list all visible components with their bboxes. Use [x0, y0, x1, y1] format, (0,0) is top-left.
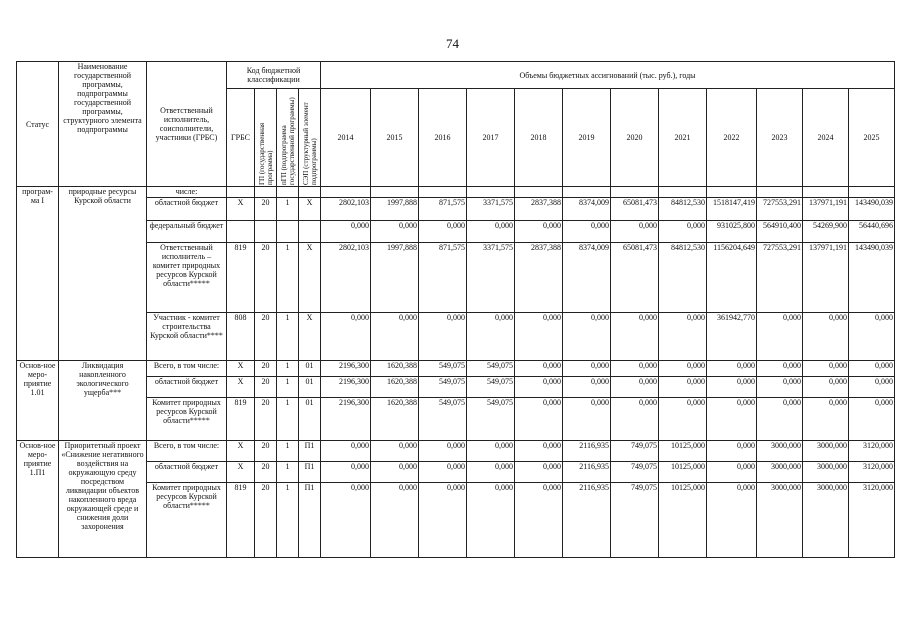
header-status: Статус	[17, 62, 59, 187]
value-cell: 0,000	[563, 361, 611, 377]
value-cell: 0,000	[563, 313, 611, 361]
value-cell	[371, 187, 419, 198]
value-cell: 2116,935	[563, 462, 611, 483]
value-cell: 0,000	[321, 483, 371, 558]
value-cell: 0,000	[757, 313, 803, 361]
table-row	[17, 361, 895, 377]
value-cell: 3000,000	[757, 483, 803, 558]
value-cell	[419, 187, 467, 198]
value-cell: 0,000	[803, 361, 849, 377]
gp-cell	[255, 221, 277, 243]
responsible-cell: Комитет природных ресурсов Курской области*****	[147, 398, 227, 441]
value-cell: 0,000	[419, 221, 467, 243]
value-cell: 727553,291	[757, 198, 803, 221]
value-cell: 3000,000	[803, 462, 849, 483]
sep-cell: X	[299, 243, 321, 313]
pgp-cell: 1	[277, 361, 299, 377]
responsible-cell: Всего, в том числе:	[147, 441, 227, 462]
value-cell: 137971,191	[803, 243, 849, 313]
value-cell: 931025,800	[707, 221, 757, 243]
header-name: Наименование государственной программы, подпрограммы государственной программы, структурного элемента подпрограммы	[59, 62, 147, 187]
value-cell: 361942,770	[707, 313, 757, 361]
sep-cell: 01	[299, 377, 321, 398]
value-cell: 0,000	[371, 313, 419, 361]
value-cell: 0,000	[849, 398, 895, 441]
grbs-cell: 819	[227, 483, 255, 558]
value-cell: 0,000	[707, 462, 757, 483]
value-cell: 871,575	[419, 243, 467, 313]
value-cell: 0,000	[563, 221, 611, 243]
value-cell: 549,075	[467, 398, 515, 441]
value-cell: 549,075	[419, 377, 467, 398]
header-year: 2017	[467, 89, 515, 187]
value-cell: 2116,935	[563, 441, 611, 462]
value-cell: 3000,000	[803, 483, 849, 558]
value-cell: 0,000	[707, 441, 757, 462]
value-cell: 3120,000	[849, 462, 895, 483]
value-cell: 0,000	[515, 441, 563, 462]
value-cell: 549,075	[467, 377, 515, 398]
value-cell: 65081,473	[611, 198, 659, 221]
gp-cell: 20	[255, 398, 277, 441]
value-cell: 54269,900	[803, 221, 849, 243]
value-cell: 0,000	[659, 377, 707, 398]
value-cell: 0,000	[467, 221, 515, 243]
value-cell: 0,000	[515, 221, 563, 243]
responsible-cell: Всего, в том числе:	[147, 361, 227, 377]
value-cell: 10125,000	[659, 462, 707, 483]
table-row	[17, 483, 895, 558]
responsible-cell: областной бюджет	[147, 198, 227, 221]
grbs-cell: X	[227, 198, 255, 221]
value-cell: 0,000	[563, 377, 611, 398]
sep-cell: 01	[299, 398, 321, 441]
value-cell: 0,000	[419, 313, 467, 361]
header-grbs: ГРБС	[227, 89, 255, 187]
table-row	[17, 198, 895, 221]
grbs-cell: X	[227, 361, 255, 377]
gp-cell: 20	[255, 441, 277, 462]
value-cell: 143490,039	[849, 198, 895, 221]
value-cell: 0,000	[467, 462, 515, 483]
responsible-cell: числе:	[147, 187, 227, 198]
value-cell: 0,000	[515, 462, 563, 483]
header-year: 2022	[707, 89, 757, 187]
header-year: 2016	[419, 89, 467, 187]
responsible-cell: Комитет природных ресурсов Курской области*****	[147, 483, 227, 558]
grbs-cell	[227, 187, 255, 198]
value-cell: 84812,530	[659, 198, 707, 221]
value-cell: 2837,388	[515, 198, 563, 221]
value-cell: 1518147,419	[707, 198, 757, 221]
header-volumes: Объемы бюджетных ассигнований (тыс. руб.), годы	[321, 62, 895, 89]
value-cell: 0,000	[757, 361, 803, 377]
value-cell: 0,000	[757, 398, 803, 441]
value-cell: 1620,388	[371, 361, 419, 377]
table-row	[17, 377, 895, 398]
grbs-cell: X	[227, 377, 255, 398]
value-cell: 2116,935	[563, 483, 611, 558]
table-row	[17, 313, 895, 361]
pgp-cell	[277, 221, 299, 243]
header-pgp: пГП (подпрограмма государственной программы)	[279, 97, 296, 185]
value-cell: 0,000	[611, 221, 659, 243]
sep-cell	[299, 187, 321, 198]
value-cell: 65081,473	[611, 243, 659, 313]
value-cell: 0,000	[611, 361, 659, 377]
table-row	[17, 398, 895, 441]
value-cell: 727553,291	[757, 243, 803, 313]
value-cell: 3371,575	[467, 198, 515, 221]
responsible-cell: Ответственный исполнитель – комитет природных ресурсов Курской области*****	[147, 243, 227, 313]
gp-cell	[255, 187, 277, 198]
header-sep: СЭП (структурный элемент подпрограммы)	[301, 102, 318, 185]
status-cell: програм-ма I	[17, 187, 59, 361]
value-cell: 0,000	[371, 483, 419, 558]
value-cell	[563, 187, 611, 198]
value-cell: 3371,575	[467, 243, 515, 313]
value-cell	[757, 187, 803, 198]
grbs-cell: X	[227, 441, 255, 462]
value-cell: 749,075	[611, 441, 659, 462]
gp-cell: 20	[255, 483, 277, 558]
responsible-cell: федеральный бюджет	[147, 221, 227, 243]
program-name-cell: Приоритетный проект «Снижение негативного воздействия на окружающую среду посредством ликвидации объектов накопленного вреда окружающей среде и снижения доли захоронения	[59, 441, 147, 558]
sep-cell: X	[299, 198, 321, 221]
header-gp: ГП (государственная программа)	[257, 122, 274, 185]
value-cell: 0,000	[803, 377, 849, 398]
value-cell	[515, 187, 563, 198]
value-cell: 0,000	[419, 483, 467, 558]
value-cell: 0,000	[321, 441, 371, 462]
gp-cell: 20	[255, 377, 277, 398]
value-cell: 0,000	[707, 398, 757, 441]
value-cell: 0,000	[467, 483, 515, 558]
program-name-cell: Ликвидация накопленного экологического ущерба***	[59, 361, 147, 441]
value-cell: 0,000	[467, 441, 515, 462]
header-year: 2014	[321, 89, 371, 187]
value-cell	[611, 187, 659, 198]
value-cell: 0,000	[371, 441, 419, 462]
value-cell: 8374,009	[563, 198, 611, 221]
value-cell: 0,000	[659, 361, 707, 377]
gp-cell: 20	[255, 361, 277, 377]
value-cell: 0,000	[849, 361, 895, 377]
pgp-cell: 1	[277, 483, 299, 558]
pgp-cell: 1	[277, 313, 299, 361]
table-row	[17, 441, 895, 462]
value-cell: 0,000	[515, 398, 563, 441]
grbs-cell: 819	[227, 243, 255, 313]
value-cell: 0,000	[321, 221, 371, 243]
value-cell: 1156204,649	[707, 243, 757, 313]
value-cell: 0,000	[321, 313, 371, 361]
value-cell: 2802,103	[321, 243, 371, 313]
value-cell: 0,000	[849, 313, 895, 361]
value-cell: 1620,388	[371, 398, 419, 441]
value-cell: 10125,000	[659, 483, 707, 558]
value-cell: 2802,103	[321, 198, 371, 221]
value-cell: 549,075	[419, 361, 467, 377]
grbs-cell: 808	[227, 313, 255, 361]
value-cell: 0,000	[803, 313, 849, 361]
value-cell: 10125,000	[659, 441, 707, 462]
budget-table	[16, 61, 895, 558]
header-year: 2023	[757, 89, 803, 187]
gp-cell: 20	[255, 462, 277, 483]
pgp-cell: 1	[277, 377, 299, 398]
value-cell: 143490,039	[849, 243, 895, 313]
value-cell: 0,000	[515, 361, 563, 377]
gp-cell: 20	[255, 243, 277, 313]
header-year: 2025	[849, 89, 895, 187]
value-cell	[467, 187, 515, 198]
header-year: 2015	[371, 89, 419, 187]
value-cell: 3000,000	[803, 441, 849, 462]
responsible-cell: Участник - комитет строительства Курской области****	[147, 313, 227, 361]
pgp-cell: 1	[277, 198, 299, 221]
value-cell: 0,000	[659, 221, 707, 243]
value-cell: 0,000	[707, 377, 757, 398]
value-cell: 2196,300	[321, 361, 371, 377]
value-cell: 0,000	[515, 313, 563, 361]
status-cell: Основ-ное меро-приятие 1.01	[17, 361, 59, 441]
value-cell: 2196,300	[321, 377, 371, 398]
header-year: 2020	[611, 89, 659, 187]
value-cell: 3120,000	[849, 441, 895, 462]
header-year: 2018	[515, 89, 563, 187]
grbs-cell	[227, 221, 255, 243]
gp-cell: 20	[255, 198, 277, 221]
value-cell: 2837,388	[515, 243, 563, 313]
pgp-cell: 1	[277, 462, 299, 483]
value-cell: 0,000	[563, 398, 611, 441]
value-cell: 871,575	[419, 198, 467, 221]
header-year: 2019	[563, 89, 611, 187]
value-cell: 2196,300	[321, 398, 371, 441]
sep-cell: П1	[299, 462, 321, 483]
sep-cell: X	[299, 313, 321, 361]
header-year: 2024	[803, 89, 849, 187]
value-cell: 0,000	[659, 313, 707, 361]
sep-cell: П1	[299, 441, 321, 462]
value-cell: 1620,388	[371, 377, 419, 398]
value-cell: 0,000	[707, 483, 757, 558]
value-cell: 0,000	[321, 462, 371, 483]
value-cell: 3000,000	[757, 441, 803, 462]
table-row	[17, 462, 895, 483]
value-cell	[659, 187, 707, 198]
value-cell: 0,000	[803, 398, 849, 441]
pgp-cell: 1	[277, 398, 299, 441]
value-cell: 0,000	[371, 221, 419, 243]
value-cell: 0,000	[659, 398, 707, 441]
value-cell: 0,000	[371, 462, 419, 483]
value-cell: 0,000	[849, 377, 895, 398]
header-code-group: Код бюджетной классификации	[227, 62, 321, 89]
value-cell: 0,000	[611, 377, 659, 398]
value-cell	[803, 187, 849, 198]
status-cell: Основ-ное меро-приятие 1.П1	[17, 441, 59, 558]
page-number: 74	[446, 36, 459, 51]
gp-cell: 20	[255, 313, 277, 361]
value-cell: 1997,888	[371, 198, 419, 221]
grbs-cell: X	[227, 462, 255, 483]
value-cell: 1997,888	[371, 243, 419, 313]
pgp-cell	[277, 187, 299, 198]
value-cell: 0,000	[515, 483, 563, 558]
value-cell: 0,000	[757, 377, 803, 398]
value-cell: 0,000	[707, 361, 757, 377]
sep-cell	[299, 221, 321, 243]
sep-cell: П1	[299, 483, 321, 558]
value-cell: 0,000	[467, 313, 515, 361]
value-cell: 56440,696	[849, 221, 895, 243]
value-cell	[321, 187, 371, 198]
value-cell: 3120,000	[849, 483, 895, 558]
grbs-cell: 819	[227, 398, 255, 441]
responsible-cell: областной бюджет	[147, 377, 227, 398]
value-cell: 564910,400	[757, 221, 803, 243]
sep-cell: 01	[299, 361, 321, 377]
value-cell	[849, 187, 895, 198]
header-year: 2021	[659, 89, 707, 187]
responsible-cell: областной бюджет	[147, 462, 227, 483]
table-row	[17, 187, 895, 198]
value-cell: 0,000	[419, 462, 467, 483]
value-cell: 3000,000	[757, 462, 803, 483]
value-cell: 137971,191	[803, 198, 849, 221]
table-row	[17, 221, 895, 243]
pgp-cell: 1	[277, 441, 299, 462]
value-cell: 0,000	[419, 441, 467, 462]
value-cell: 0,000	[515, 377, 563, 398]
value-cell: 749,075	[611, 483, 659, 558]
value-cell: 84812,530	[659, 243, 707, 313]
value-cell: 749,075	[611, 462, 659, 483]
header-responsible: Ответственный исполнитель, соисполнители, участники (ГРБС)	[147, 62, 227, 187]
value-cell: 0,000	[611, 313, 659, 361]
value-cell	[707, 187, 757, 198]
value-cell: 8374,009	[563, 243, 611, 313]
value-cell: 549,075	[467, 361, 515, 377]
table-row	[17, 243, 895, 313]
value-cell: 0,000	[611, 398, 659, 441]
pgp-cell: 1	[277, 243, 299, 313]
value-cell: 549,075	[419, 398, 467, 441]
program-name-cell: природные ресурсы Курской области	[59, 187, 147, 361]
